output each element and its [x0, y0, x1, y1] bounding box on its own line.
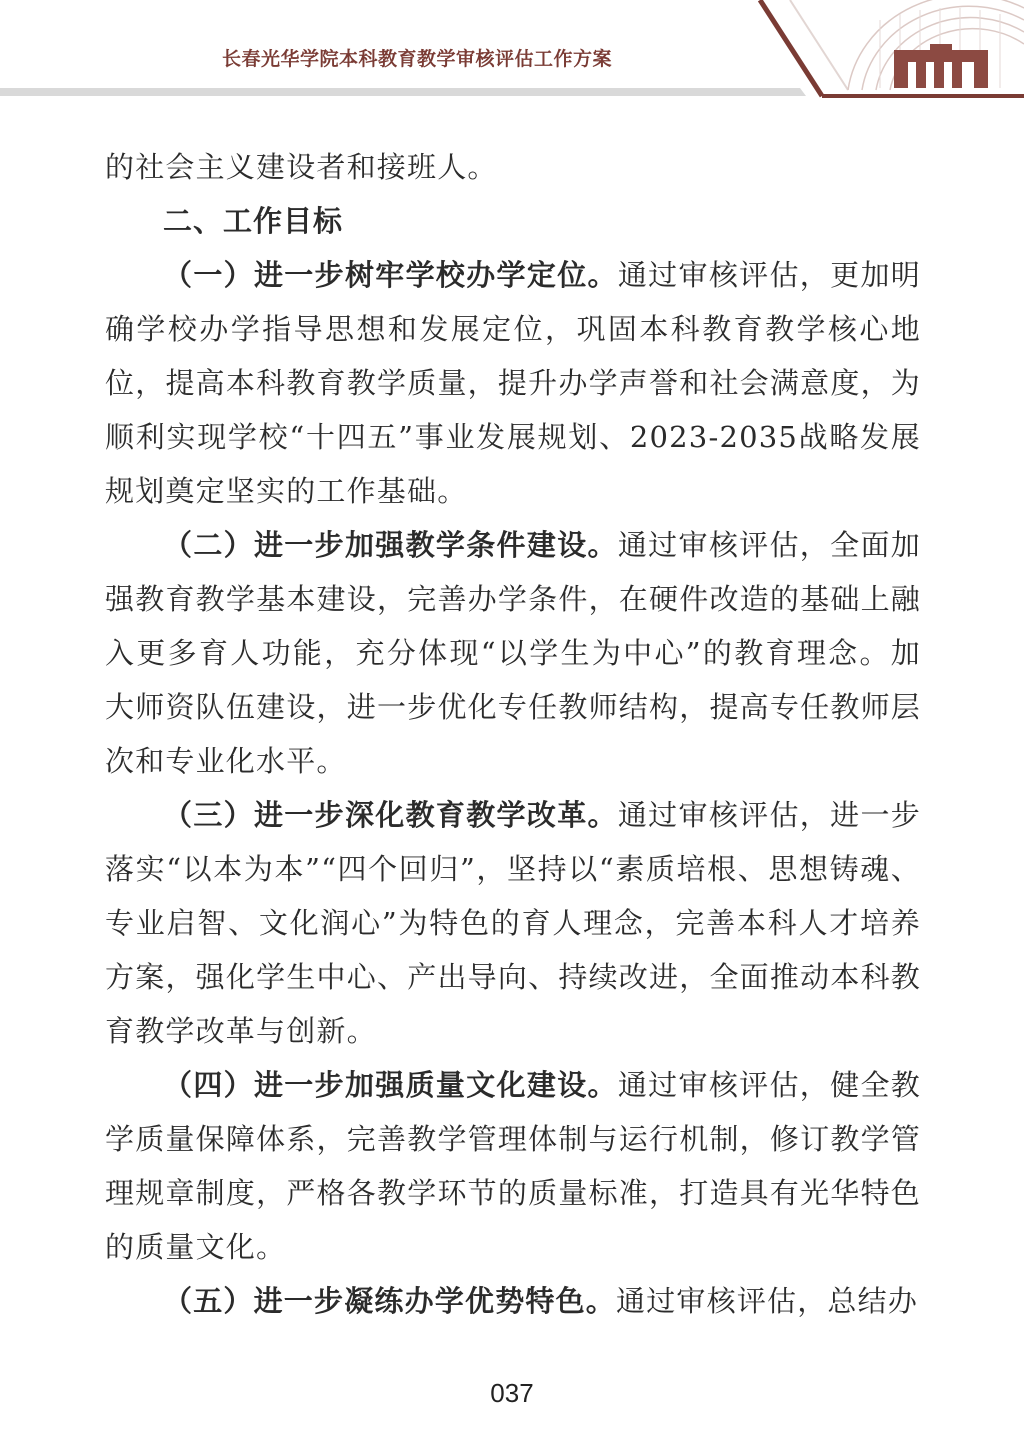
item-lead: （三）进一步深化教育教学改革。: [163, 798, 618, 832]
item-lead: （一）进一步树牢学校办学定位。: [163, 258, 618, 292]
page-header: [0, 0, 1024, 100]
item-text: 通过审核评估，更加明确学校办学指导思想和发展定位，巩固本科教育教学核心地位，提高本科教育教学质量，提升办学声誉和社会满意度，为顺利实现学校“十四五”事业发展规划、2023-2035战略发展规划奠定坚实的工作基础。: [105, 258, 921, 508]
document-title: 长春光华学院本科教育教学审核评估工作方案: [222, 48, 613, 70]
paragraph-item-4: [105, 1058, 921, 1274]
item-text: 通过审核评估，健全教学质量保障体系，完善教学管理体制与运行机制，修订教学管理规章制度，严格各教学环节的质量标准，打造具有光华特色的质量文化。: [105, 1068, 921, 1264]
section-heading: 二、工作目标: [163, 204, 344, 238]
paragraph-item-5: [105, 1274, 921, 1328]
paragraph-item-1: [105, 248, 921, 518]
item-text: 通过审核评估，进一步落实“以本为本”“四个回归”，坚持以“素质培根、思想铸魂、专业启智、文化润心”为特色的育人理念，完善本科人才培养方案，强化学生中心、产出导向、持续改进，全面推动本科教育教学改革与创新。: [105, 798, 921, 1048]
page-number: 037: [490, 1378, 534, 1408]
item-text: 通过审核评估，总结办: [616, 1284, 919, 1318]
page-body: [105, 140, 921, 1328]
paragraph-item-3: [105, 788, 921, 1058]
item-lead: （五）进一步凝练办学优势特色。: [163, 1284, 617, 1318]
item-text: 通过审核评估，全面加强教育教学基本建设，完善办学条件，在硬件改造的基础上融入更多育人功能，充分体现“以学生为中心”的教育理念。加大师资队伍建设，进一步优化专任教师结构，提高专任教师层次和专业化水平。: [105, 528, 921, 778]
continuation-paragraph: 的社会主义建设者和接班人。: [105, 150, 498, 184]
paragraph-item-2: [105, 518, 921, 788]
item-lead: （二）进一步加强教学条件建设。: [163, 528, 618, 562]
item-lead: （四）进一步加强质量文化建设。: [163, 1068, 618, 1102]
